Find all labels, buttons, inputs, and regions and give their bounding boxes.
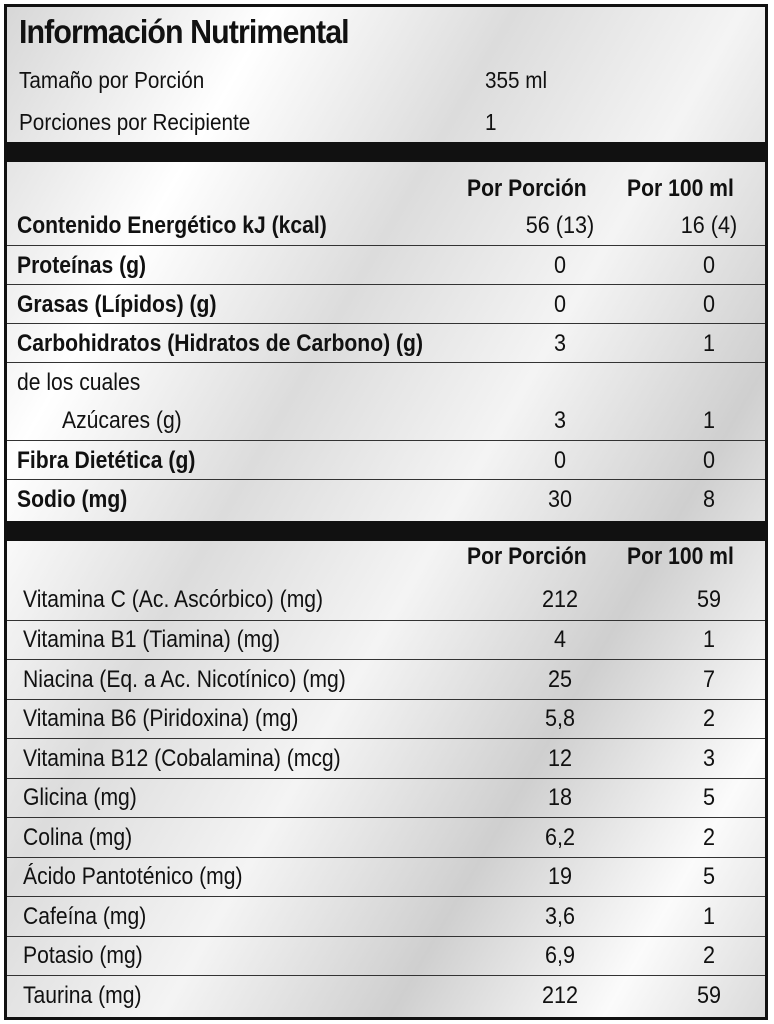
- per-100ml-value: 0: [702, 290, 716, 318]
- per-100ml-value: 2: [702, 823, 716, 851]
- row-label: Vitamina B6 (Piridoxina) (mg): [23, 705, 299, 733]
- per-100ml-value: 5: [702, 784, 716, 812]
- per-100ml-value: 0: [702, 446, 716, 474]
- serving-size-value: 355 ml: [485, 67, 548, 93]
- row-label: Taurina (mg): [23, 981, 142, 1009]
- per-100ml-value: 1: [702, 902, 716, 930]
- per-serving-value: 3: [553, 406, 567, 434]
- per-serving-value: 5,8: [544, 705, 576, 733]
- row-label: Sodio (mg): [17, 485, 128, 513]
- vitamin-row: [7, 936, 765, 977]
- row-label: Niacina (Eq. a Ac. Nicotínico) (mg): [23, 665, 346, 693]
- vitamin-row: [7, 817, 765, 858]
- col-header-per-100ml-2: Por 100 ml: [627, 543, 734, 570]
- per-100ml-value: 7: [702, 665, 716, 693]
- per-100ml-value: 3: [702, 744, 716, 772]
- col-header-per-serving: Por Porción: [467, 175, 587, 202]
- per-serving-value: 19: [547, 863, 573, 891]
- per-serving-value: 212: [541, 981, 579, 1009]
- per-serving-value: 30: [547, 485, 573, 513]
- vitamin-row: [7, 699, 765, 740]
- row-label: Proteínas (g): [17, 251, 147, 279]
- per-serving-value: 3: [553, 329, 567, 357]
- nutrients-table: [7, 206, 765, 524]
- per-serving-value: 212: [541, 585, 579, 613]
- vitamin-row: [7, 659, 765, 700]
- vitamin-row: [7, 738, 765, 779]
- per-serving-value: 3,6: [544, 902, 576, 930]
- row-label: Azúcares (g): [62, 406, 182, 434]
- nutrient-row: [7, 479, 765, 519]
- per-serving-value: 6,2: [544, 823, 576, 851]
- row-label: de los cuales: [17, 368, 141, 396]
- nutrient-row: [7, 401, 765, 440]
- per-100ml-value: 1: [702, 329, 716, 357]
- nutrient-row: [7, 323, 765, 363]
- per-serving-value: 0: [553, 446, 567, 474]
- row-label: Glicina (mg): [23, 784, 137, 812]
- vitamin-row: [7, 975, 765, 1016]
- label-title: Información Nutrimental: [19, 13, 349, 50]
- vitamin-row: [7, 778, 765, 819]
- row-label: Vitamina B1 (Tiamina) (mg): [23, 626, 281, 654]
- row-label: Colina (mg): [23, 823, 133, 851]
- per-100ml-value: 5: [702, 863, 716, 891]
- row-label: Contenido Energético kJ (kcal): [17, 211, 327, 239]
- per-serving-value: 6,9: [544, 942, 576, 970]
- per-serving-value: 56 (13): [525, 211, 595, 239]
- per-serving-value: 18: [547, 784, 573, 812]
- vitamin-row: [7, 620, 765, 661]
- nutrition-label: [4, 4, 768, 1020]
- vitamin-row: [7, 857, 765, 898]
- per-100ml-value: 2: [702, 705, 716, 733]
- row-label: Potasio (mg): [23, 942, 143, 970]
- vitamins-table: [7, 580, 765, 1020]
- per-100ml-value: 8: [702, 485, 716, 513]
- per-100ml-value: 16 (4): [680, 211, 738, 239]
- per-100ml-value: 0: [702, 251, 716, 279]
- nutrient-row: [7, 440, 765, 480]
- per-serving-value: 25: [547, 665, 573, 693]
- row-label: Vitamina B12 (Cobalamina) (mcg): [23, 744, 341, 772]
- per-100ml-value: 2: [702, 942, 716, 970]
- col-header-per-100ml: Por 100 ml: [627, 175, 734, 202]
- servings-per-container-value: 1: [485, 109, 497, 135]
- per-100ml-value: 59: [696, 981, 722, 1009]
- per-serving-value: 4: [553, 626, 567, 654]
- nutrient-row: [7, 245, 765, 285]
- per-serving-value: 0: [553, 290, 567, 318]
- per-serving-value: 12: [547, 744, 573, 772]
- row-label: Ácido Pantoténico (mg): [23, 863, 243, 891]
- nutrient-row: [7, 362, 765, 402]
- col-header-per-serving-2: Por Porción: [467, 543, 587, 570]
- nutrient-row: [7, 206, 765, 245]
- serving-size-label: Tamaño por Porción: [19, 67, 205, 93]
- row-label: Grasas (Lípidos) (g): [17, 290, 217, 318]
- nutrient-row: [7, 284, 765, 324]
- per-100ml-value: 1: [702, 406, 716, 434]
- servings-per-container-label: Porciones por Recipiente: [19, 109, 251, 135]
- vitamin-row: [7, 896, 765, 937]
- row-label: Cafeína (mg): [23, 902, 147, 930]
- row-label: Fibra Dietética (g): [17, 446, 196, 474]
- per-100ml-value: 59: [696, 585, 722, 613]
- vitamin-row: [7, 580, 765, 620]
- per-100ml-value: 1: [702, 626, 716, 654]
- section-divider-middle: [7, 521, 765, 541]
- per-serving-value: 0: [553, 251, 567, 279]
- row-label: Vitamina C (Ac. Ascórbico) (mg): [23, 585, 324, 613]
- row-label: Carbohidratos (Hidratos de Carbono) (g): [17, 329, 423, 357]
- section-divider-top: [7, 142, 765, 162]
